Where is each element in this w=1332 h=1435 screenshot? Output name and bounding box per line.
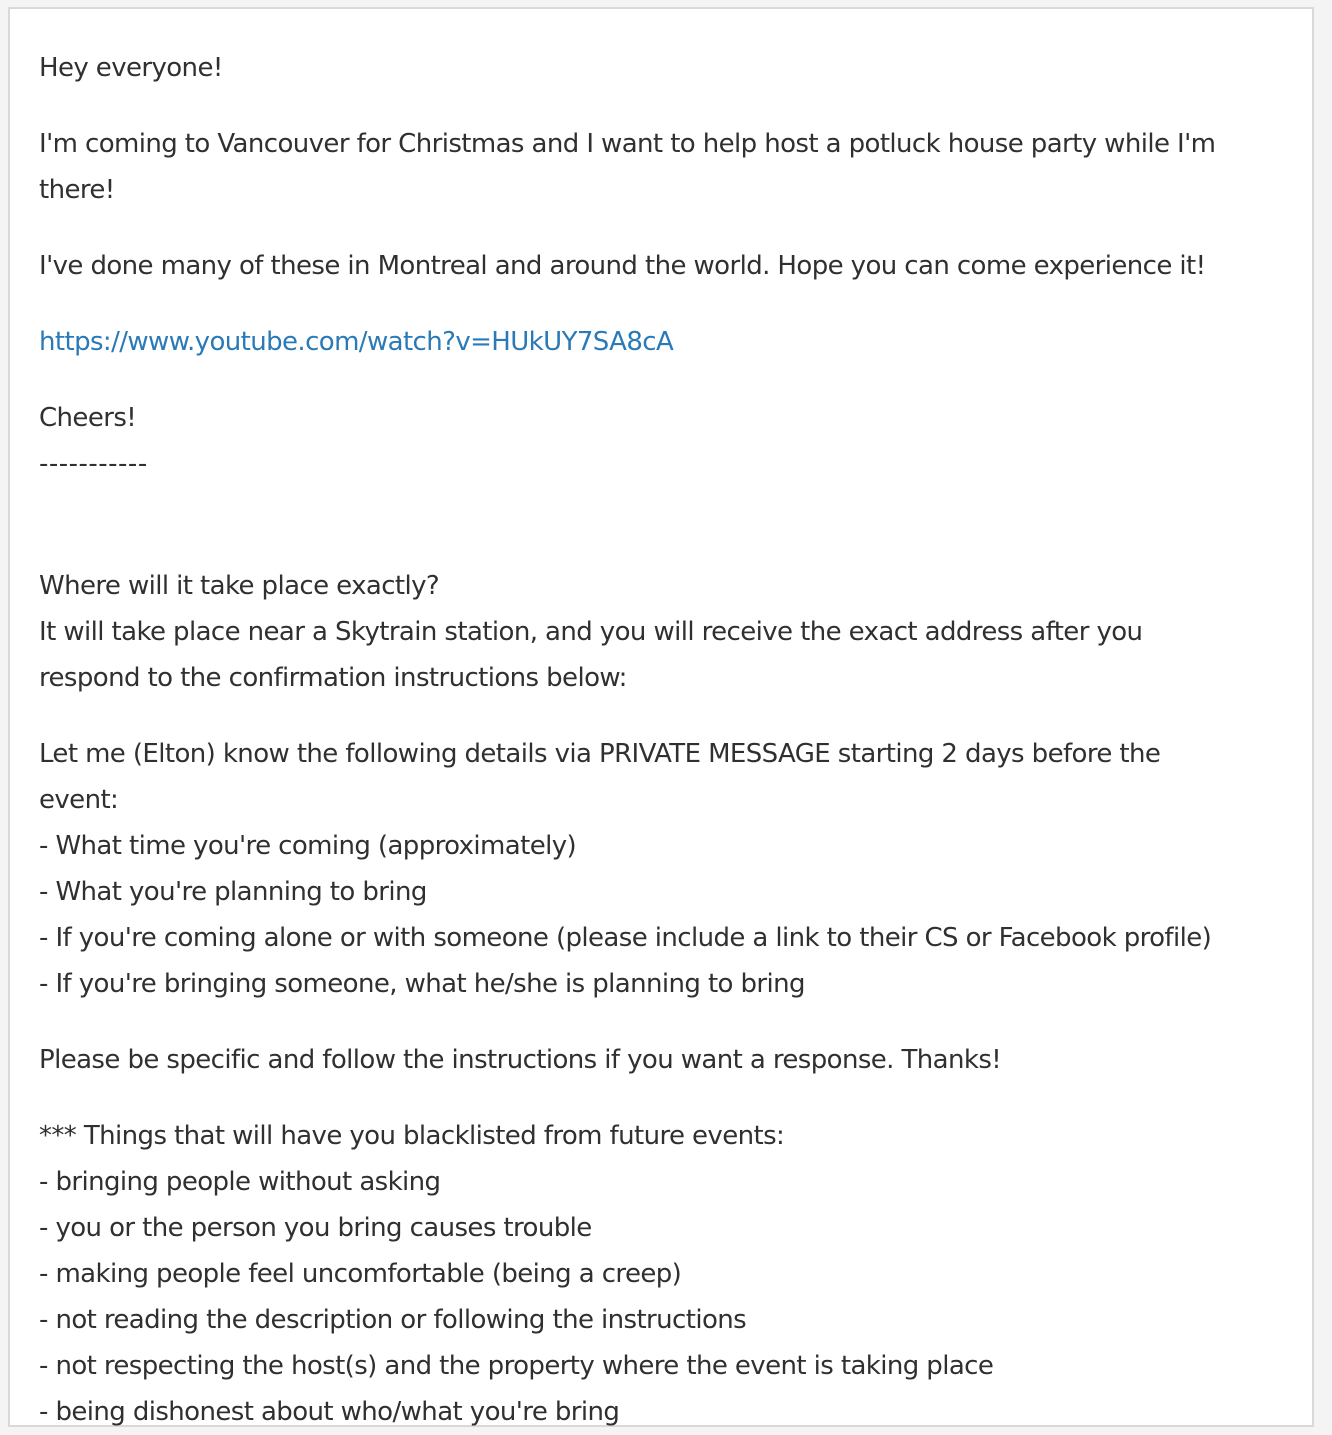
- instructions-paragraph: [39, 1037, 1299, 1083]
- location-question: Where will it take place exactly?: [39, 571, 440, 601]
- details-intro-line-1: Let me (Elton) know the following details via PRIVATE MESSAGE starting 2 days before the: [39, 739, 1161, 769]
- location-paragraph: [39, 563, 1299, 701]
- video-link-paragraph: [39, 319, 1299, 365]
- divider-dashes: -----------: [39, 449, 148, 479]
- location-answer-line-1: It will take place near a Skytrain station, and you will receive the exact address after you: [39, 617, 1143, 647]
- intro-line-2: there!: [39, 175, 115, 205]
- details-item: - If you're coming alone or with someone (please include a link to their CS or Facebook profile): [39, 923, 1212, 953]
- details-item: - What you're planning to bring: [39, 877, 427, 907]
- intro-line-1: I'm coming to Vancouver for Christmas and I want to help host a potluck house party while I'm: [39, 129, 1216, 159]
- youtube-video-link[interactable]: https://www.youtube.com/watch?v=HUkUY7SA8cA: [39, 327, 674, 357]
- event-description-body: [39, 45, 1299, 1435]
- blacklist-item: - not respecting the host(s) and the property where the event is taking place: [39, 1351, 994, 1381]
- signoff-paragraph: [39, 395, 1299, 533]
- details-intro-line-2: event:: [39, 785, 119, 815]
- blacklist-paragraph: [39, 1113, 1299, 1435]
- details-paragraph: [39, 731, 1299, 1007]
- greeting-paragraph: [39, 45, 1299, 91]
- blacklist-heading: [39, 1113, 1299, 1159]
- location-answer-line-2: respond to the confirmation instructions below:: [39, 663, 627, 693]
- blacklist-item: - bringing people without asking: [39, 1167, 441, 1197]
- blank-line: [39, 487, 1299, 533]
- blacklist-item: - you or the person you bring causes trouble: [39, 1213, 592, 1243]
- blacklist-item: - making people feel uncomfortable (being a creep): [39, 1259, 682, 1289]
- greeting-text: Hey everyone!: [39, 53, 223, 83]
- signoff-text: Cheers!: [39, 403, 137, 433]
- blacklist-item: - not reading the description or following the instructions: [39, 1305, 747, 1335]
- instructions-note: Please be specific and follow the instructions if you want a response. Thanks!: [39, 1045, 1002, 1075]
- details-item: - What time you're coming (approximately): [39, 831, 577, 861]
- details-item: - If you're bringing someone, what he/she is planning to bring: [39, 969, 805, 999]
- event-description-card: [8, 7, 1314, 1427]
- history-text: I've done many of these in Montreal and around the world. Hope you can come experience it!: [39, 251, 1206, 281]
- intro-paragraph: [39, 121, 1299, 213]
- blacklist-stars: ***: [39, 1121, 77, 1151]
- history-paragraph: [39, 243, 1299, 289]
- blacklist-item: - being dishonest about who/what you're bring: [39, 1397, 620, 1427]
- blacklist-heading-text: Things that will have you blacklisted from future events:: [83, 1121, 785, 1151]
